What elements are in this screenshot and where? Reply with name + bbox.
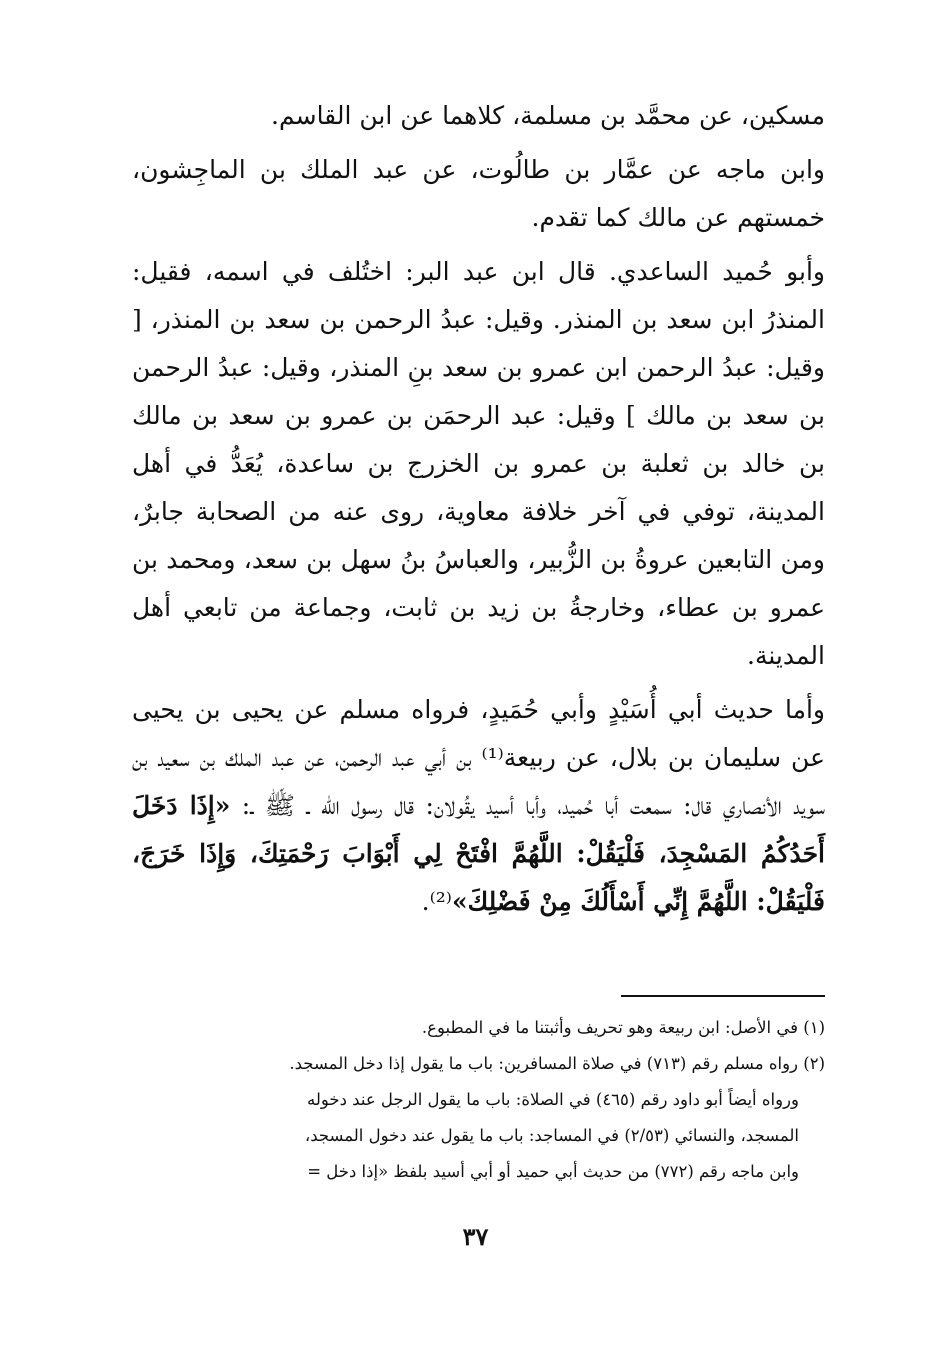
paragraph-4: [132, 686, 825, 926]
footnotes: [132, 1010, 825, 1190]
paragraph-2: وابن ماجه عن عمَّار بن طالُوت، عن عبد الملك بن الماجِشون، خمستهم عن مالك كما تقدم.: [132, 155, 825, 232]
footnote-separator: [621, 995, 825, 997]
hadith-footnote-ref: ⁽²⁾.: [421, 887, 452, 916]
main-text: [132, 92, 825, 926]
hadith-quote: «إِذَا دَخَلَ أَحَدُكُمُ المَسْجِدَ، فَلْيَقُلْ: اللَّهُمَّ افْتَحْ لِي أَبْوَابَ رَحْمَتِكَ، وَإِذَا خَرَجَ، فَلْيَقُلْ: اللَّهُمَّ إِنِّي أَسْأَلُكَ مِنْ فَضْلِكَ»: [132, 791, 825, 916]
footnote-2: (٢) رواه مسلم رقم (٧١٣) في صلاة المسافرين: باب ما يقول إذا دخل المسجد.: [289, 1054, 825, 1073]
paragraph-4-text: وأما حديث أبي أُسَيْدٍ وأبي حُمَيدٍ، فرواه مسلم عن يحيى بن يحيى عن سليمان بن بلال، عن ربيعة⁽¹⁾ بن أبي عبد الرحمن، عن عبد الملك بن سعيد بن سويد الأنصاري قال: سمعت أبا حُميد، وأبا أسيد يقُولان: قال رسول الله ـ ﷺ ـ:: [132, 695, 825, 820]
paragraph-3: وأبو حُميد الساعدي. قال ابن عبد البر: اختُلف في اسمه، فقيل: المنذرُ ابن سعد بن المنذر. وقيل: عبدُ الرحمن بن سعد بن المنذر، [ وقيل: عبدُ الرحمن ابن عمرو بن سعد بنِ المنذر، وقيل: عبدُ الرحمن بن سعد بن مالك ] وقيل: عبد الرحمَن بن عمرو بن سعد بن مالك بن خالد بن ثعلبة بن عمرو بن الخزرج بن ساعدة، يُعَدُّ في أهل المدينة، توفي في آخر خلافة معاوية، روى عنه من الصحابة جابرٌ، ومن التابعين عروةُ بن الزُّبير، والعباسُ بنُ سهل بن سعد، ومحمد بن عمرو بن عطاء، وخارجةُ بن زيد بن ثابت، وجماعة من تابعي أهل المدينة.: [132, 257, 825, 670]
footnote-2-line-2: ورواه أيضاً أبو داود رقم (٤٦٥) في الصلاة: باب ما يقول الرجل عند دخوله: [306, 1090, 799, 1109]
page-number: ٣٧: [462, 1222, 489, 1251]
footnote-2-line-3: المسجد، والنسائي (٢/٥٣) في المساجد: باب ما يقول عند دخول المسجد،: [304, 1126, 799, 1145]
footnote-1: (١) في الأصل: ابن ربيعة وهو تحريف وأثبتنا ما في المطبوع.: [421, 1018, 825, 1037]
paragraph-1: مسكين، عن محمَّد بن مسلمة، كلاهما عن ابن القاسم.: [271, 101, 825, 130]
footnote-2-line-4: وابن ماجه رقم (٧٧٢) من حديث أبي حميد أو أبي أسيد بلفظ «إذا دخل =: [307, 1162, 799, 1181]
